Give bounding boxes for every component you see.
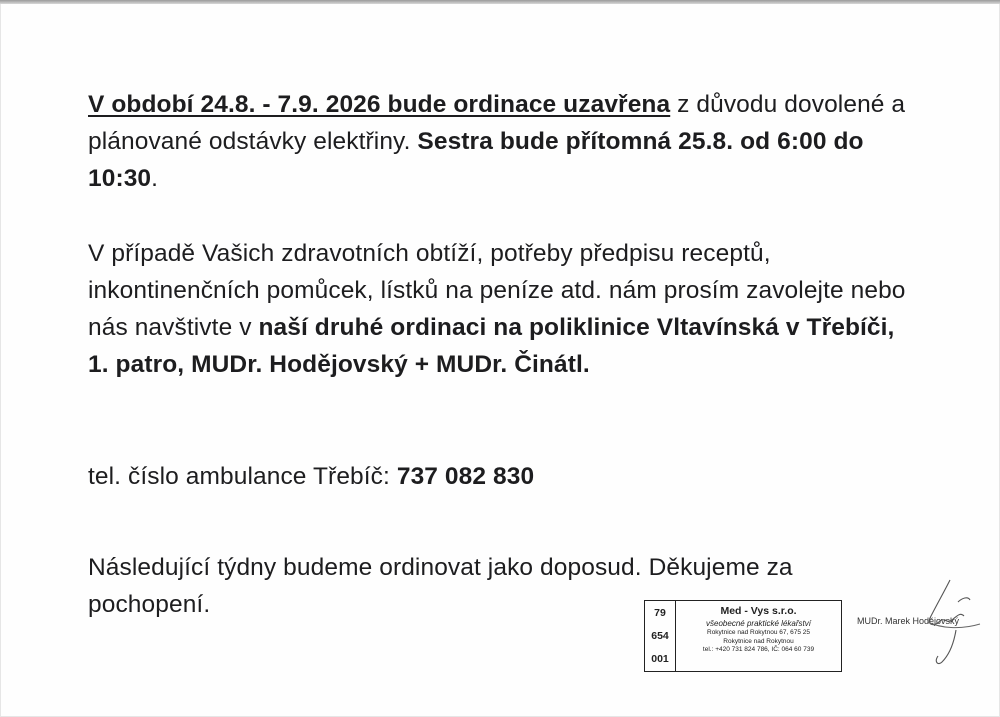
signatory-name: MUDr. Marek Hodějovský [857,616,960,626]
phone-number: 737 082 830 [396,463,535,490]
stamp-code: 79 [654,606,666,619]
stamp-code: 654 [651,629,669,642]
nurse-presence: Sestra bude přítomná 25.8. od 6:00 do 10:30 [88,128,864,192]
phone-label: tel. číslo ambulance Třebíč: [88,463,397,490]
closure-reason: z důvodu dovolené a plánované odstávky elektřiny. [88,91,906,155]
paper-edge [0,0,1000,4]
alternative-clinic: naší druhé ordinaci na poliklinice Vltavínská v Třebíči, 1. patro, MUDr. Hodějovský + MUDr. Činátl. [88,314,895,378]
closure-end: . [151,165,159,192]
stamp-company: Med - Vys s.r.o. [720,605,797,617]
phone-paragraph [88,458,908,495]
alternative-clinic-paragraph [88,235,908,383]
stamp-address: Rokytnice nad Rokytnou 67, 675 25 [707,629,810,636]
stamp-contact: tel.: +420 731 824 786, IČ: 064 60 739 [702,646,815,653]
stamp-subtitle: všeobecné praktické lékařství [706,619,811,628]
stamp-code: 001 [651,653,669,666]
stamp-codes [645,601,676,671]
stamp-town: Rokytnice nad Rokytnou [723,637,794,645]
closure-period: V období 24.8. - 7.9. 2026 bude ordinace uzavřena [88,91,671,118]
closing-text: Následující týdny budeme ordinovat jako doposud. Děkujeme za pochopení. [88,554,793,618]
stamp-details [676,601,841,671]
clinic-stamp [644,600,842,672]
closure-paragraph [88,86,908,197]
handwritten-signature [900,572,990,672]
alternative-intro: V případě Vašich zdravotních obtíží, potřeby předpisu receptů, inkontinenčních pomůcek, lístků na peníze atd. nám prosím zavolejte nebo nás navštivte v [88,240,906,341]
